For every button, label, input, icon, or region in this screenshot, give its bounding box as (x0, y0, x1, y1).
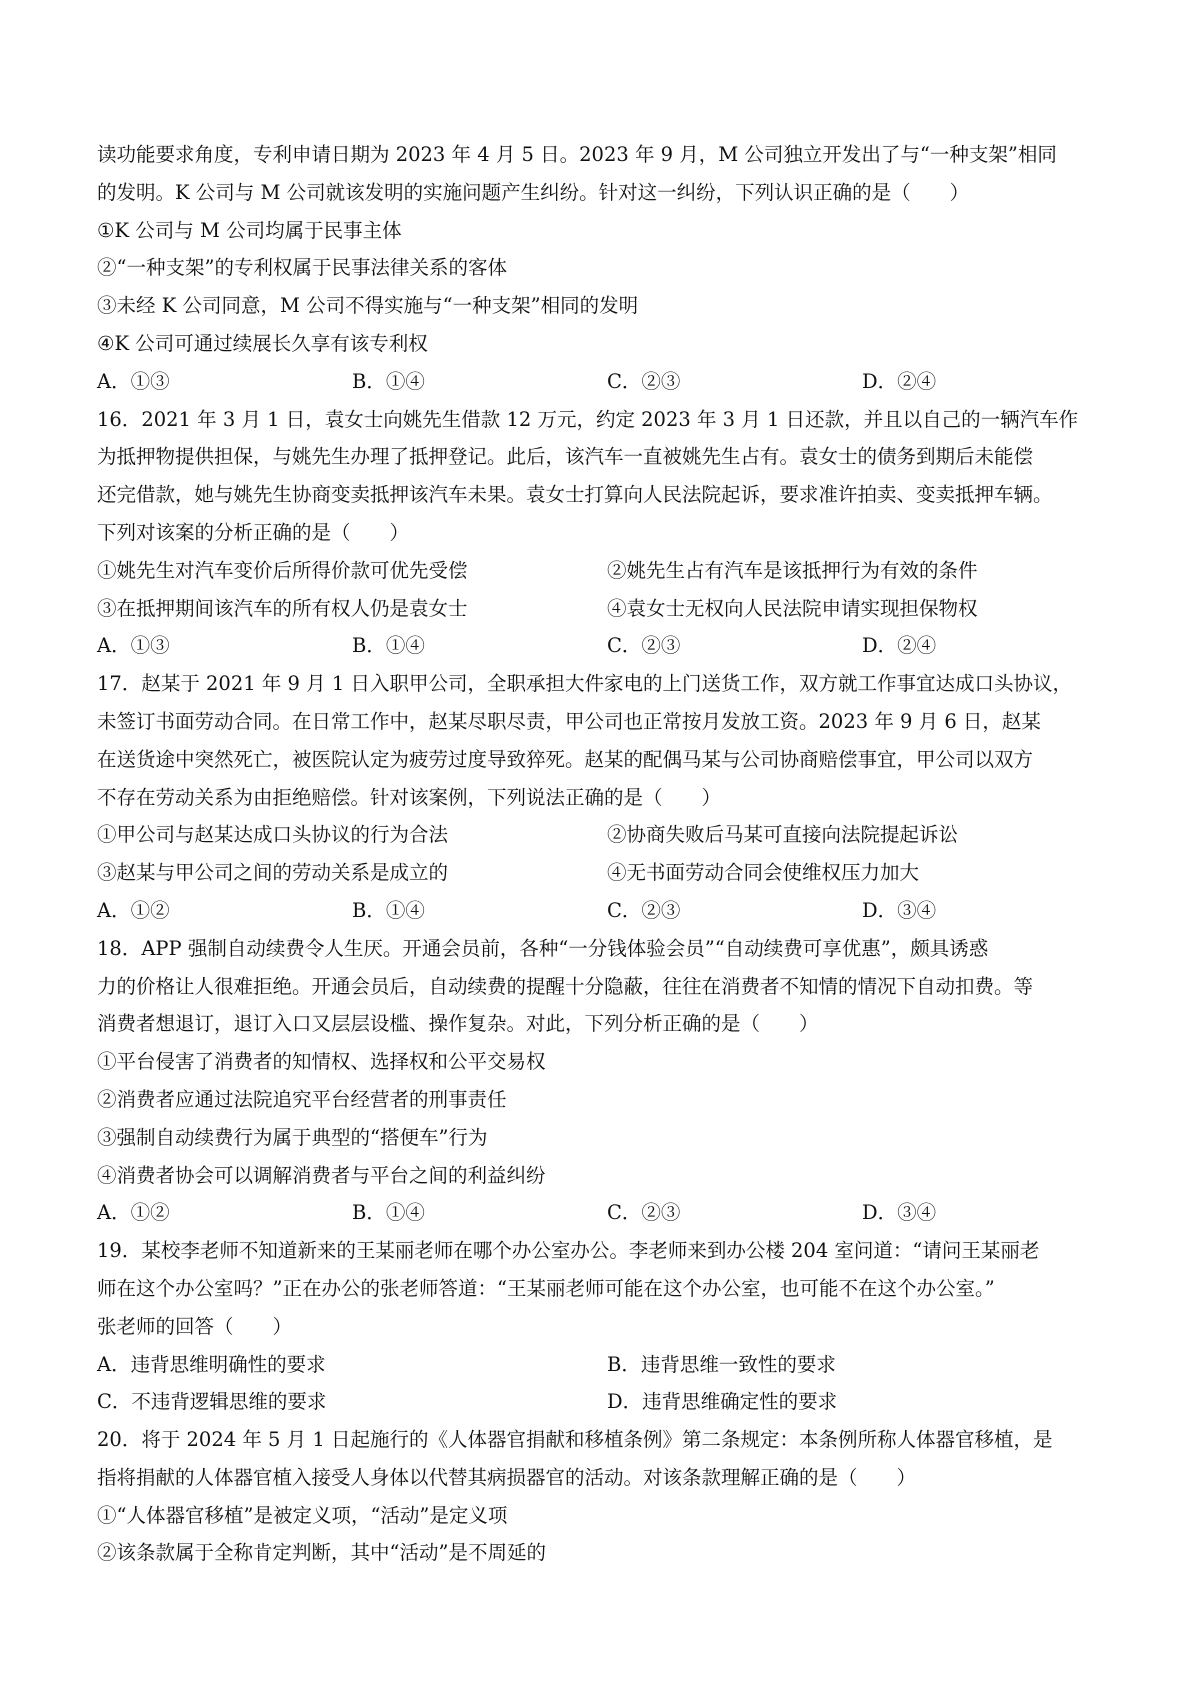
statement-item: ③强制自动续费行为属于典型的“搭便车”行为 (97, 1125, 488, 1149)
question-18 (97, 930, 1117, 1232)
statement-row (97, 552, 1117, 590)
choice-b: B．①④ (352, 369, 425, 393)
question-stem-line: 为抵押物提供担保，与姚先生办理了抵押登记。此后，该汽车一直被姚先生占有。袁女士的债务到期后未能偿 (97, 445, 1034, 469)
choice-c: C．②③ (607, 634, 681, 658)
choice-d: D．③④ (862, 1201, 937, 1225)
question-stem-line: 在送货途中突然死亡，被医院认定为疲劳过度导致猝死。赵某的配偶马某与公司协商赔偿事宜，甲公司以双方 (97, 747, 1034, 771)
choice-d: D．②④ (862, 369, 937, 393)
statement-row (97, 854, 1117, 892)
statement-item: ①“人体器官移植”是被定义项，“活动”是定义项 (97, 1503, 508, 1527)
question-stem-line: 还完借款，她与姚先生协商变卖抵押该汽车未果。袁女士打算向人民法院起诉，要求准许拍卖、变卖抵押车辆。 (97, 483, 1053, 507)
statement-item: ①甲公司与赵某达成口头协议的行为合法 (97, 823, 449, 847)
statement-row (97, 816, 1117, 854)
choice-d: D．③④ (862, 898, 937, 922)
question-stem-line: 的发明。K 公司与 M 公司就该发明的实施问题产生纠纷。针对这一纠纷，下列认识正确的是（ ） (97, 180, 970, 204)
question-stem-line: 不存在劳动关系为由拒绝赔偿。针对该案例，下列说法正确的是（ ） (97, 785, 722, 809)
statement-item: ④K 公司可通过续展长久享有该专利权 (97, 331, 428, 355)
answer-choices (97, 627, 1117, 665)
question-stem-line: 19．某校李老师不知道新来的王某丽老师在哪个办公室办公。李老师来到办公楼 204 室问道：“请问王某丽老 (97, 1239, 1040, 1263)
choice-c: C．②③ (607, 1201, 681, 1225)
question-stem-line: 未签订书面劳动合同。在日常工作中，赵某尽职尽责，甲公司也正常按月发放工资。2023 年 9 月 6 日，赵某 (97, 709, 1041, 733)
choice-b: B．违背思维一致性的要求 (607, 1352, 836, 1376)
choice-b: B．①④ (352, 634, 425, 658)
question-stem-line: 指将捐献的人体器官植入接受人身体以代替其病损器官的活动。对该条款理解正确的是（ ） (97, 1465, 917, 1489)
statement-item: ④消费者协会可以调解消费者与平台之间的利益纠纷 (97, 1163, 546, 1187)
statement-item: ④袁女士无权向人民法院申请实现担保物权 (607, 596, 978, 620)
choice-d: D．②④ (862, 634, 937, 658)
question-stem-line: 力的价格让人很难拒绝。开通会员后，自动续费的提醒十分隐蔽，往往在消费者不知情的情况下自动扣费。等 (97, 974, 1034, 998)
choice-b: B．①④ (352, 898, 425, 922)
question-stem-line: 张老师的回答（ ） (97, 1314, 293, 1338)
question-stem-line: 16．2021 年 3 月 1 日，袁女士向姚先生借款 12 万元，约定 2023 年 3 月 1 日还款，并且以自己的一辆汽车作 (97, 407, 1079, 431)
question-20 (97, 1421, 1117, 1572)
choice-a: A．①② (97, 1201, 170, 1225)
question-stem-line: 20．将于 2024 年 5 月 1 日起施行的《人体器官捐献和移植条例》第二条规定：本条例所称人体器官移植，是 (97, 1428, 1053, 1452)
choice-c: C．②③ (607, 898, 681, 922)
statement-item: ①姚先生对汽车变价后所得价款可优先受偿 (97, 558, 468, 582)
choice-a: A．①③ (97, 634, 170, 658)
choice-c: C．②③ (607, 369, 681, 393)
choice-a: A．①② (97, 898, 170, 922)
choice-c: C．不违背逻辑思维的要求 (97, 1390, 327, 1414)
statement-item: ③赵某与甲公司之间的劳动关系是成立的 (97, 861, 449, 885)
choice-a: A．违背思维明确性的要求 (97, 1352, 326, 1376)
statement-item: ①平台侵害了消费者的知情权、选择权和公平交易权 (97, 1050, 546, 1074)
statement-item: ③在抵押期间该汽车的所有权人仍是袁女士 (97, 596, 468, 620)
exam-page (97, 136, 1117, 1572)
question-stem-line: 消费者想退订，退订入口又层层设槛、操作复杂。对此，下列分析正确的是（ ） (97, 1012, 819, 1036)
statement-item: ③未经 K 公司同意，M 公司不得实施与“一种支架”相同的发明 (97, 294, 639, 318)
answer-choices (97, 892, 1117, 930)
answer-choices (97, 1346, 1117, 1384)
statement-item: ②该条款属于全称肯定判断，其中“活动”是不周延的 (97, 1541, 546, 1565)
question-15 (97, 136, 1117, 401)
question-stem-line: 读功能要求角度，专利申请日期为 2023 年 4 月 5 日。2023 年 9 月，M 公司独立开发出了与“一种支架”相同 (97, 143, 1057, 166)
question-17 (97, 665, 1117, 930)
choice-a: A．①③ (97, 369, 170, 393)
statement-item: ②消费者应通过法院追究平台经营者的刑事责任 (97, 1087, 507, 1111)
statement-item: ②姚先生占有汽车是该抵押行为有效的条件 (607, 558, 978, 582)
question-stem-line: 17．赵某于 2021 年 9 月 1 日入职甲公司，全职承担大件家电的上门送货工作，双方就工作事宜达成口头协议， (97, 672, 1072, 696)
statement-item: ②“一种支架”的专利权属于民事法律关系的客体 (97, 256, 507, 280)
choice-d: D．违背思维确定性的要求 (607, 1390, 838, 1414)
question-stem-line: 师在这个办公室吗？”正在办公的张老师答道：“王某丽老师可能在这个办公室，也可能不在这个办公室。” (97, 1276, 995, 1300)
answer-choices (97, 1383, 1117, 1421)
answer-choices (97, 363, 1117, 401)
answer-choices (97, 1194, 1117, 1232)
question-stem-line: 下列对该案的分析正确的是（ ） (97, 520, 410, 544)
question-stem-line: 18．APP 强制自动续费令人生厌。开通会员前，各种“一分钱体验会员”“自动续费可享优惠”，颇具诱惑 (97, 936, 989, 960)
statement-row (97, 590, 1117, 628)
statement-item: ①K 公司与 M 公司均属于民事主体 (97, 218, 402, 242)
question-16 (97, 401, 1117, 666)
statement-item: ②协商失败后马某可直接向法院提起诉讼 (607, 823, 959, 847)
statement-item: ④无书面劳动合同会使维权压力加大 (607, 861, 920, 885)
question-19 (97, 1232, 1117, 1421)
choice-b: B．①④ (352, 1201, 425, 1225)
